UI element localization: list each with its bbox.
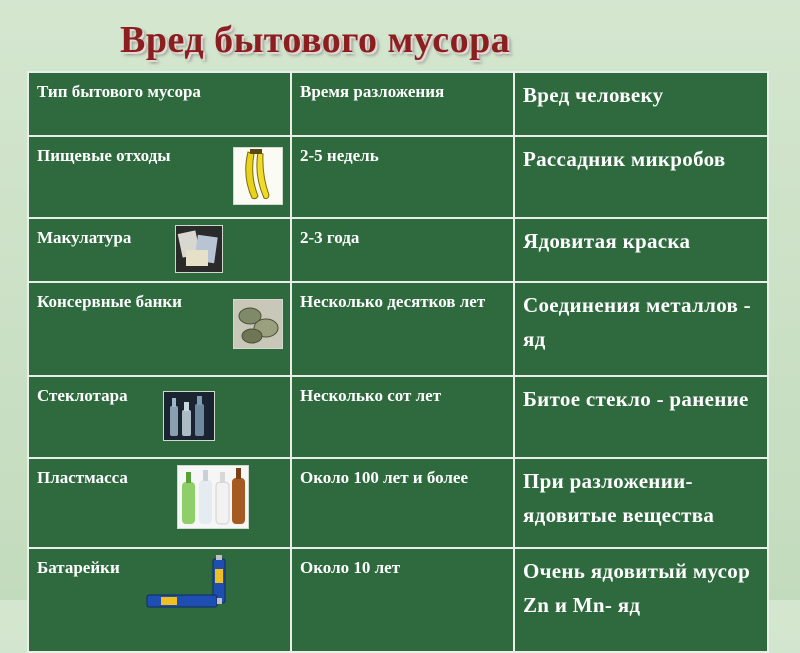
harm-to-human: Соединения металлов - яд xyxy=(514,282,768,376)
table-row xyxy=(28,458,768,548)
plastic-bottles-photo xyxy=(177,465,249,529)
slide-title: Вред бытового мусора xyxy=(120,19,511,61)
decomposition-time: 2-3 года xyxy=(291,218,514,282)
waste-type-label: Пластмасса xyxy=(37,468,128,487)
waste-type-label: Пищевые отходы xyxy=(37,146,171,165)
table-row xyxy=(28,376,768,458)
waste-type-label: Батарейки xyxy=(37,558,120,577)
header-type: Тип бытового мусора xyxy=(28,72,291,136)
table-row xyxy=(28,548,768,652)
tin-cans-photo xyxy=(233,299,283,349)
decomposition-time: 2-5 недель xyxy=(291,136,514,218)
header-row xyxy=(28,72,768,136)
decomposition-time: Несколько сот лет xyxy=(291,376,514,458)
harm-to-human: Очень ядовитый мусор Zn и Mn- яд xyxy=(514,548,768,652)
waste-type-label: Макулатура xyxy=(37,228,132,247)
waste-table xyxy=(27,71,769,653)
waste-type-label: Консервные банки xyxy=(37,292,182,311)
header-time: Время разложения xyxy=(291,72,514,136)
harm-to-human: Битое стекло - ранение xyxy=(514,376,768,458)
decomposition-time: Около 10 лет xyxy=(291,548,514,652)
decomposition-time: Несколько десятков лет xyxy=(291,282,514,376)
decomposition-time: Около 100 лет и более xyxy=(291,458,514,548)
waste-paper-photo xyxy=(175,225,223,273)
bananas-photo xyxy=(233,147,283,205)
harm-to-human: Рассадник микробов xyxy=(514,136,768,218)
harm-to-human: Ядовитая краска xyxy=(514,218,768,282)
waste-type-label: Стеклотара xyxy=(37,386,128,405)
batteries-photo xyxy=(141,555,241,619)
glass-bottles-photo xyxy=(163,391,215,441)
table-row xyxy=(28,136,768,218)
table-row xyxy=(28,218,768,282)
harm-to-human: При разложении- ядовитые вещества xyxy=(514,458,768,548)
header-harm: Вред человеку xyxy=(514,72,768,136)
table-row xyxy=(28,282,768,376)
